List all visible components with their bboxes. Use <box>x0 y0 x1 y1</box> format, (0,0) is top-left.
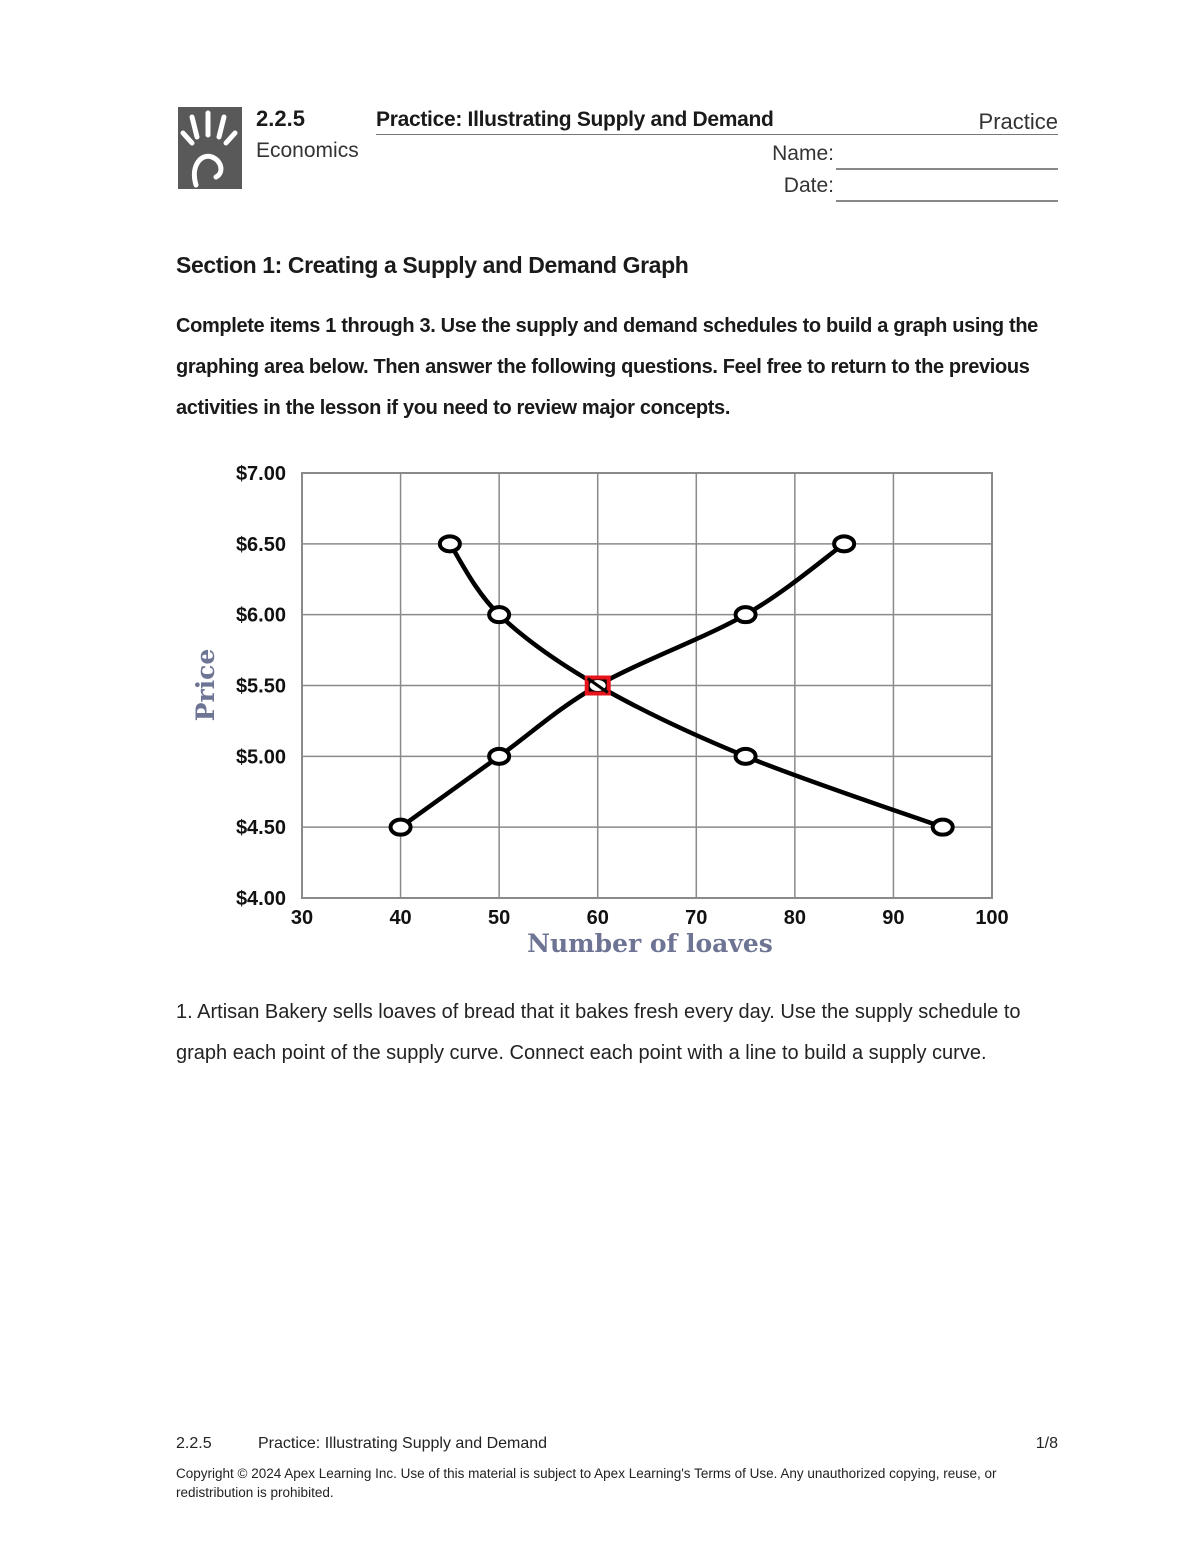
supply-demand-chart <box>170 455 1030 965</box>
footer-title: Practice: Illustrating Supply and Demand <box>258 1435 548 1452</box>
y-tick-label: $4.00 <box>235 888 286 910</box>
x-tick-label: 50 <box>488 907 511 929</box>
data-point <box>736 749 756 764</box>
x-tick-label: 90 <box>882 907 905 929</box>
section-instructions: Complete items 1 through 3. Use the supply and demand schedules to build a graph using the graphing area below. Then answer the following questions. Feel free to return to the previous activities in the lesson if you need to review major concepts. <box>176 315 1038 419</box>
y-tick-label: $5.00 <box>235 746 286 769</box>
x-tick-label: 40 <box>389 907 412 929</box>
header-activity-type: Practice <box>978 109 1058 134</box>
header-course: Economics <box>256 139 359 162</box>
data-point <box>489 607 509 622</box>
footer-page-number: 1/8 <box>1035 1435 1058 1452</box>
section-title: Section 1: Creating a Supply and Demand Graph <box>176 252 689 278</box>
y-tick-label: $5.50 <box>235 675 286 698</box>
x-tick-label: 70 <box>685 907 708 929</box>
footer-lesson-number: 2.2.5 <box>176 1435 212 1452</box>
x-tick-label: 80 <box>783 907 806 929</box>
y-tick-label: $6.50 <box>235 533 286 556</box>
date-label: Date: <box>783 174 834 197</box>
question-1: 1. Artisan Bakery sells loaves of bread that it bakes fresh every day. Use the supply schedule to graph each point of the supply curve. Connect each point with a line to build a supply curve. <box>176 1001 1021 1064</box>
data-point <box>440 536 460 551</box>
x-tick-label: 60 <box>586 907 609 929</box>
header-title: Practice: Illustrating Supply and Demand <box>376 108 774 131</box>
x-tick-label: 100 <box>975 907 1009 929</box>
y-tick-label: $7.00 <box>235 463 286 485</box>
data-point <box>489 749 509 764</box>
data-point <box>834 536 854 551</box>
apex-logo-icon <box>178 107 242 189</box>
x-axis-label: Number of loaves <box>527 929 773 958</box>
y-tick-label: $4.50 <box>235 817 286 840</box>
data-point <box>933 820 953 835</box>
y-tick-label: $6.00 <box>235 604 286 627</box>
data-point <box>391 820 411 835</box>
header-lesson-number: 2.2.5 <box>256 106 305 131</box>
data-point <box>736 607 756 622</box>
x-tick-label: 30 <box>290 907 314 929</box>
date-field[interactable] <box>836 200 1058 202</box>
name-label: Name: <box>772 142 834 165</box>
footer-copyright: Copyright © 2024 Apex Learning Inc. Use of this material is subject to Apex Learning's Terms of Use. Any unauthorized copying, reuse, or redistribution is prohibited. <box>176 1466 997 1500</box>
header-rule <box>376 134 1058 135</box>
name-field[interactable] <box>836 168 1058 170</box>
y-axis-label: Price <box>191 648 220 722</box>
